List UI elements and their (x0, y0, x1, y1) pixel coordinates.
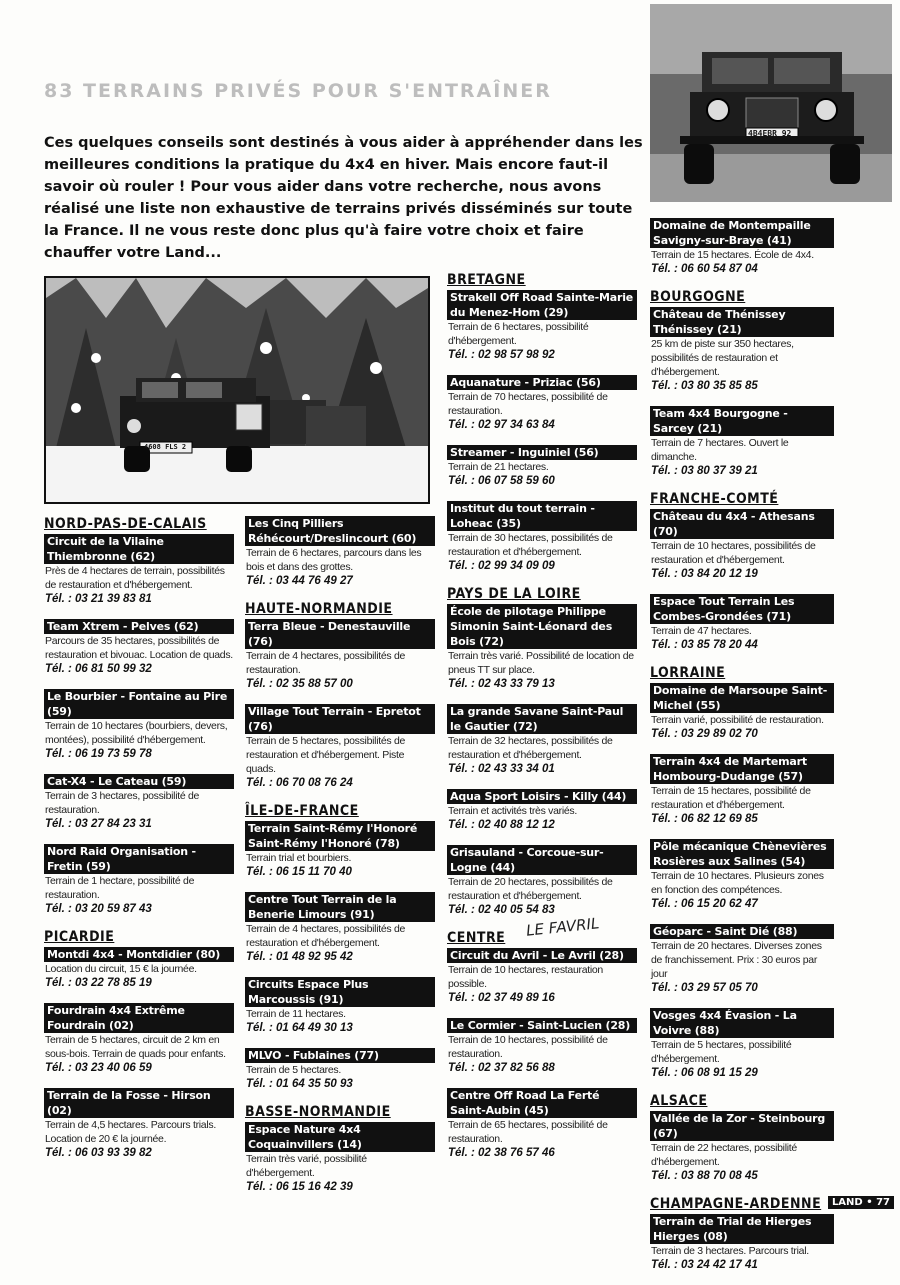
list-item (245, 821, 435, 880)
region-heading: PAYS DE LA LOIRE (447, 586, 581, 602)
terrain-name: Vosges 4x4 Évasion - La Voivre (88) (650, 1008, 834, 1038)
list-item (245, 619, 435, 692)
terrain-description: Terrain trial et bourbiers. (246, 852, 352, 864)
terrain-description: Terrain de 20 hectares, possibilités de restauration et d'hébergement. (448, 876, 613, 902)
list-item (650, 1111, 834, 1184)
list-item (44, 1003, 234, 1076)
terrain-name: Team Xtrem - Pelves (62) (44, 619, 234, 634)
terrain-phone: Tél. : 03 27 84 23 31 (45, 818, 152, 830)
terrain-phone: Tél. : 03 84 20 12 19 (651, 568, 758, 580)
terrain-phone: Tél. : 02 40 05 54 83 (448, 904, 555, 916)
terrain-phone: Tél. : 03 21 39 83 81 (45, 593, 152, 605)
list-item (245, 1122, 435, 1195)
terrain-description: Terrain de 11 hectares. (246, 1008, 346, 1020)
terrain-description: Terrain varié, possibilité de restauration. (651, 714, 824, 726)
region-group (44, 929, 234, 1161)
terrain-phone: Tél. : 03 44 76 49 27 (246, 575, 353, 587)
terrain-description: Terrain de 4,5 hectares. Parcours trials. Location de 20 € la journée. (45, 1119, 216, 1145)
terrain-phone: Tél. : 06 07 58 59 60 (448, 475, 555, 487)
snowy-forest-illustration (46, 278, 428, 502)
region-heading: CHAMPAGNE-ARDENNE (650, 1196, 822, 1212)
terrain-description: Location du circuit, 15 € la journée. (45, 963, 197, 975)
list-item (447, 445, 637, 489)
terrain-phone: Tél. : 06 81 50 99 32 (45, 663, 152, 675)
list-item (650, 754, 834, 827)
terrain-phone: Tél. : 06 60 54 87 04 (651, 263, 758, 275)
terrain-description: Terrain de 10 hectares, possibilité de restauration. (448, 1034, 608, 1060)
region-group (245, 601, 435, 791)
terrain-phone: Tél. : 01 64 49 30 13 (246, 1022, 353, 1034)
region-group (245, 803, 435, 1092)
terrain-description: Terrain de 5 hectares. (246, 1064, 341, 1076)
region-heading: BASSE-NORMANDIE (245, 1104, 391, 1120)
list-item (245, 892, 435, 965)
list-item (245, 516, 435, 589)
list-item (447, 948, 637, 1006)
list-item (44, 774, 234, 832)
terrain-phone: Tél. : 03 20 59 87 43 (45, 903, 152, 915)
list-item (447, 290, 637, 363)
terrain-description: Terrain de 20 hectares. Diverses zones de franchissement. Prix : 30 euros par jour (651, 940, 822, 980)
terrain-name: Institut du tout terrain - Loheac (35) (447, 501, 637, 531)
region-heading: HAUTE-NORMANDIE (245, 601, 393, 617)
terrain-description: Terrain de 15 hectares. École de 4x4. (651, 249, 814, 261)
terrain-phone: Tél. : 01 64 35 50 93 (246, 1078, 353, 1090)
region-heading: BOURGOGNE (650, 289, 746, 305)
terrain-description: Parcours de 35 hectares, possibilités de restauration et bivouac. Location de quads. (45, 635, 233, 661)
list-item (650, 307, 834, 394)
terrain-phone: Tél. : 01 48 92 95 42 (246, 951, 353, 963)
region-group (650, 665, 834, 1081)
terrain-phone: Tél. : 02 38 76 57 46 (448, 1147, 555, 1159)
terrain-name: Terrain de la Fosse - Hirson (02) (44, 1088, 234, 1118)
terrain-description: Terrain de 70 hectares, possibilité de restauration. (448, 391, 608, 417)
terrain-name: Circuits Espace Plus Marcoussis (91) (245, 977, 435, 1007)
terrain-phone: Tél. : 06 70 08 76 24 (246, 777, 353, 789)
terrain-name: Cat-X4 - Le Cateau (59) (44, 774, 234, 789)
terrain-name: Espace Tout Terrain Les Combes-Grondées (71) (650, 594, 834, 624)
terrain-description: Terrain de 7 hectares. Ouvert le dimanche. (651, 437, 789, 463)
terrain-description: Terrain de 65 hectares, possibilité de restauration. (448, 1119, 608, 1145)
terrain-name: Vallée de la Zor - Steinbourg (67) (650, 1111, 834, 1141)
terrain-name: Aquanature - Priziac (56) (447, 375, 637, 390)
list-item (447, 704, 637, 777)
list-item (245, 977, 435, 1036)
list-item (447, 1018, 637, 1076)
terrain-description: Terrain de 10 hectares, possibilités de restauration et d'hébergement. (651, 540, 816, 566)
terrain-phone: Tél. : 03 22 78 85 19 (45, 977, 152, 989)
terrain-name: Le Cormier - Saint-Lucien (28) (447, 1018, 637, 1033)
terrain-description: Terrain de 5 hectares, possibilités de restauration et d'hébergement. Piste quads. (246, 735, 406, 775)
page-folio: LAND • 77 (828, 1196, 894, 1209)
terrain-description: Terrain très varié. Possibilité de location de pneus TT sur place. (448, 650, 634, 676)
terrain-phone: Tél. : 03 80 35 85 85 (651, 380, 758, 392)
region-heading: BRETAGNE (447, 272, 526, 288)
region-group (650, 218, 834, 277)
list-item (650, 406, 834, 479)
terrain-name: Château de Thénissey Thénissey (21) (650, 307, 834, 337)
photo-land-rover-front (650, 4, 892, 202)
list-item (245, 704, 435, 791)
terrain-name: Centre Off Road La Ferté Saint-Aubin (45) (447, 1088, 637, 1118)
region-heading: ALSACE (650, 1093, 708, 1109)
terrain-name: École de pilotage Philippe Simonin Saint-Léonard des Bois (72) (447, 604, 637, 649)
terrain-name: Terrain Saint-Rémy l'Honoré Saint-Rémy l'Honoré (78) (245, 821, 435, 851)
terrain-name: Strakell Off Road Sainte-Marie du Menez-Hom (29) (447, 290, 637, 320)
terrain-description: Terrain de 10 hectares, restauration possible. (448, 964, 603, 990)
terrain-description: Terrain de 10 hectares. Plusieurs zones en fonction des compétences. (651, 870, 824, 896)
terrain-phone: Tél. : 06 15 16 42 39 (246, 1181, 353, 1193)
region-heading: CENTRE (447, 930, 506, 946)
terrain-description: Terrain de 3 hectares. Parcours trial. (651, 1245, 809, 1257)
list-item (650, 839, 834, 912)
list-item (650, 1008, 834, 1081)
terrain-name: La grande Savane Saint-Paul le Gautier (72) (447, 704, 637, 734)
region-heading: PICARDIE (44, 929, 115, 945)
terrain-description: Terrain de 1 hectare, possibilité de restauration. (45, 875, 195, 901)
terrain-name: Terrain de Trial de Hierges Hierges (08) (650, 1214, 834, 1244)
terrain-description: Terrain et activités très variés. (448, 805, 577, 817)
region-group (447, 272, 637, 574)
list-item (447, 375, 637, 433)
list-item (650, 218, 834, 277)
photo-land-rovers-snow (44, 276, 430, 504)
terrain-name: Centre Tout Terrain de la Benerie Limours (91) (245, 892, 435, 922)
region-group (650, 289, 834, 479)
terrain-description: Terrain de 5 hectares, circuit de 2 km en sous-bois. Terrain de quads pour enfants. (45, 1034, 226, 1060)
region-heading: FRANCHE-COMTÉ (650, 491, 779, 507)
terrain-name: MLVO - Fublaines (77) (245, 1048, 435, 1063)
terrain-name: Circuit de la Vilaine Thiembronne (62) (44, 534, 234, 564)
region-heading: LORRAINE (650, 665, 726, 681)
list-item (447, 789, 637, 833)
terrain-phone: Tél. : 02 99 34 09 09 (448, 560, 555, 572)
terrain-name: Grisauland - Corcoue-sur-Logne (44) (447, 845, 637, 875)
list-item (245, 1048, 435, 1092)
handwritten-note: LE FAVRIL (525, 914, 601, 940)
listing-column-3 (447, 272, 637, 1173)
terrain-description: Terrain de 3 hectares, possibilité de restauration. (45, 790, 200, 816)
terrain-phone: Tél. : 03 85 78 20 44 (651, 639, 758, 651)
terrain-name: Streamer - Inguiniel (56) (447, 445, 637, 460)
listing-column-2 (245, 516, 435, 1207)
terrain-phone: Tél. : 06 08 91 15 29 (651, 1067, 758, 1079)
list-item (44, 689, 234, 762)
terrain-description: Terrain de 6 hectares, parcours dans les bois et dans des grottes. (246, 547, 422, 573)
terrain-name: Fourdrain 4x4 Extrême Fourdrain (02) (44, 1003, 234, 1033)
terrain-name: Pôle mécanique Chènevières Rosières aux Salines (54) (650, 839, 834, 869)
region-group (44, 516, 234, 917)
list-item (44, 619, 234, 677)
terrain-description: Terrain de 15 hectares, possibilité de restauration et d'hébergement. (651, 785, 811, 811)
terrain-name: Domaine de Marsoupe Saint-Michel (55) (650, 683, 834, 713)
terrain-phone: Tél. : 06 15 11 70 40 (246, 866, 352, 878)
terrain-description: Terrain de 4 hectares, possibilités de restauration. (246, 650, 406, 676)
region-group (650, 1093, 834, 1184)
listing-column-1 (44, 516, 234, 1173)
listing-column-4 (650, 218, 834, 1285)
terrain-phone: Tél. : 02 40 88 12 12 (448, 819, 555, 831)
terrain-name: Terrain 4x4 de Martemart Hombourg-Dudange (57) (650, 754, 834, 784)
terrain-phone: Tél. : 06 03 93 39 82 (45, 1147, 152, 1159)
terrain-phone: Tél. : 03 23 40 06 59 (45, 1062, 152, 1074)
list-item (650, 509, 834, 582)
terrain-phone: Tél. : 02 37 82 56 88 (448, 1062, 555, 1074)
terrain-description: Terrain de 32 hectares, possibilités de restauration et d'hébergement. (448, 735, 613, 761)
terrain-description: Terrain de 30 hectares, possibilités de restauration et d'hébergement. (448, 532, 613, 558)
list-item (650, 1214, 834, 1273)
list-item (650, 924, 834, 996)
region-heading: ÎLE-DE-FRANCE (245, 803, 359, 819)
terrain-name: Le Bourbier - Fontaine au Pire (59) (44, 689, 234, 719)
list-item (447, 604, 637, 692)
terrain-name: Nord Raid Organisation - Fretin (59) (44, 844, 234, 874)
license-plate-text: 4608 FLS 2 (144, 443, 187, 451)
region-group (650, 1196, 834, 1273)
terrain-phone: Tél. : 03 29 57 05 70 (651, 982, 758, 994)
region-heading: NORD-PAS-DE-CALAIS (44, 516, 207, 532)
list-item (44, 947, 234, 991)
terrain-phone: Tél. : 02 35 88 57 00 (246, 678, 353, 690)
terrain-description: Terrain très varié, possibilité d'hébergement. (246, 1153, 367, 1179)
region-group (245, 1104, 435, 1195)
terrain-description: 25 km de piste sur 350 hectares, possibilités de restauration et d'hébergement. (651, 338, 794, 378)
list-item (650, 683, 834, 742)
terrain-phone: Tél. : 02 37 49 89 16 (448, 992, 555, 1004)
intro-paragraph: Ces quelques conseils sont destinés à vous aider à appréhender dans les meilleures conditions la pratique du 4x4 en hiver. Mais encore faut-il savoir où rouler ! Pour vous aider dans votre recherche, nous avons réalisé une liste non exhaustive de terrains privés disséminés sur toute la France. Il ne vous reste donc plus qu'à faire votre choix et faire chauffer votre Land... (44, 135, 643, 261)
terrain-name: Domaine de Montempaille Savigny-sur-Braye (41) (650, 218, 834, 248)
terrain-phone: Tél. : 02 43 33 79 13 (448, 678, 555, 690)
region-group (447, 930, 637, 1161)
terrain-name: Circuit du Avril - Le Avril (28) (447, 948, 637, 963)
list-item (650, 594, 834, 653)
list-item (447, 501, 637, 574)
list-item (44, 1088, 234, 1161)
terrain-name: Terra Bleue - Denestauville (76) (245, 619, 435, 649)
terrain-description: Terrain de 47 hectares. (651, 625, 752, 637)
list-item (447, 845, 637, 918)
terrain-phone: Tél. : 03 29 89 02 70 (651, 728, 758, 740)
terrain-name: Montdi 4x4 - Montdidier (80) (44, 947, 234, 962)
terrain-description: Terrain de 21 hectares. (448, 461, 549, 473)
terrain-name: Team 4x4 Bourgogne - Sarcey (21) (650, 406, 834, 436)
terrain-name: Aqua Sport Loisirs - Killy (44) (447, 789, 637, 804)
terrain-name: Espace Nature 4x4 Coquainvillers (14) (245, 1122, 435, 1152)
terrain-description: Terrain de 5 hectares, possibilité d'hébergement. (651, 1039, 792, 1065)
land-rover-front-illustration (650, 4, 892, 202)
terrain-phone: Tél. : 06 15 20 62 47 (651, 898, 758, 910)
region-group (245, 516, 435, 589)
terrain-name: Village Tout Terrain - Epretot (76) (245, 704, 435, 734)
region-group (650, 491, 834, 653)
terrain-phone: Tél. : 06 82 12 69 85 (651, 813, 758, 825)
terrain-phone: Tél. : 02 43 33 34 01 (448, 763, 555, 775)
terrain-name: Géoparc - Saint Dié (88) (650, 924, 834, 939)
terrain-name: Les Cinq Pilliers Réhécourt/Dreslincourt (60) (245, 516, 435, 546)
list-item (44, 844, 234, 917)
list-item (44, 534, 234, 607)
terrain-description: Près de 4 hectares de terrain, possibilités de restauration et d'hébergement. (45, 565, 225, 591)
terrain-name: Château du 4x4 - Athesans (70) (650, 509, 834, 539)
terrain-description: Terrain de 4 hectares, possibilités de restauration et d'hébergement. (246, 923, 406, 949)
region-group (447, 586, 637, 918)
article-headline: 83 TERRAINS PRIVÉS POUR S'ENTRAÎNER (44, 80, 552, 102)
terrain-phone: Tél. : 02 98 57 98 92 (448, 349, 555, 361)
terrain-phone: Tél. : 06 19 73 59 78 (45, 748, 152, 760)
terrain-description: Terrain de 22 hectares, possibilité d'hébergement. (651, 1142, 797, 1168)
license-plate-text: 4B4EBR 92 (748, 129, 792, 138)
terrain-phone: Tél. : 03 88 70 08 45 (651, 1170, 758, 1182)
terrain-description: Terrain de 6 hectares, possibilité d'hébergement. (448, 321, 589, 347)
terrain-description: Terrain de 10 hectares (bourbiers, devers, montées), possibilité d'hébergement. (45, 720, 228, 746)
terrain-phone: Tél. : 02 97 34 63 84 (448, 419, 555, 431)
terrain-phone: Tél. : 03 80 37 39 21 (651, 465, 758, 477)
list-item (447, 1088, 637, 1161)
terrain-phone: Tél. : 03 24 42 17 41 (651, 1259, 758, 1271)
